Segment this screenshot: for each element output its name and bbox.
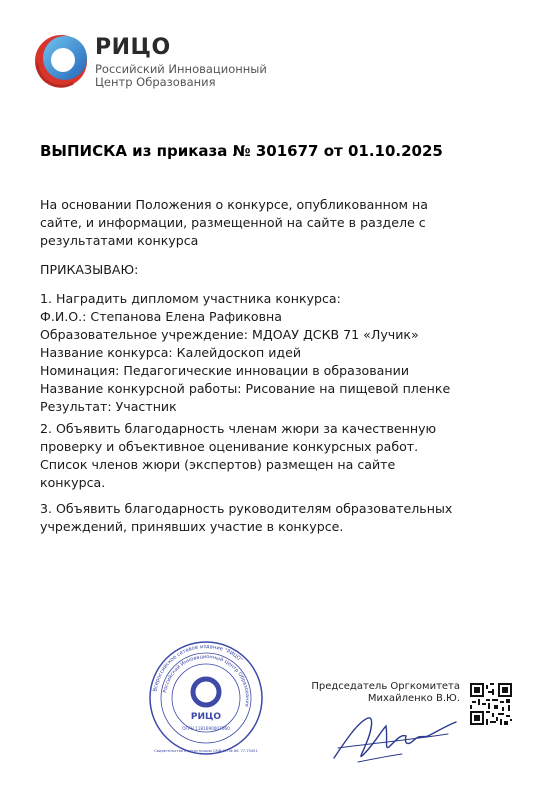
stamp-ring-outer-text: Всероссийское сетевое издание "РИЦО" [152, 643, 244, 693]
order-word: ПРИКАЗЫВАЮ: [40, 262, 139, 277]
signer-name: Михайленко В.Ю. [367, 693, 460, 704]
organization-logo [33, 33, 273, 93]
item1-fio: Ф.И.О.: Степанова Елена Рафиковна [40, 309, 282, 324]
logo-subtitle-line-2: Центр Образования [95, 75, 216, 89]
item1-heading: 1. Наградить дипломом участника конкурса: [40, 291, 341, 306]
stamp-center-text: РИЦО [190, 712, 222, 722]
stamp-ogrn-text: ОГРН 1181690007060 [182, 726, 230, 731]
item1-result: Результат: Участник [40, 399, 177, 414]
rico-logo-icon [33, 33, 89, 89]
logo-title: РИЦО [95, 35, 171, 60]
signer-role: Председатель Оргкомитета [311, 681, 460, 692]
intro-paragraph: На основании Положения о конкурсе, опубликованном на сайте, и информации, размещенной на сайте в разделе с результатами конкурса [40, 197, 428, 248]
qr-code-icon [470, 683, 512, 725]
item1-institution: Образовательное учреждение: МДОАУ ДСКВ 71 «Лучик» [40, 327, 419, 342]
order-item-1 [40, 290, 510, 416]
item1-nomination: Номинация: Педагогические инновации в образовании [40, 363, 410, 378]
logo-subtitle-line-1: Российский Инновационный [95, 62, 267, 76]
item1-contest: Название конкурса: Калейдоскоп идей [40, 345, 302, 360]
logo-subtitle [95, 63, 267, 89]
item1-work: Название конкурсной работы: Рисование на пищевой пленке [40, 381, 451, 396]
document-title: ВЫПИСКА из приказа № 301677 от 01.10.2025 [40, 142, 443, 160]
stamp-reg-text: Свидетельство о регистрации СМИ ЭЛ № ФС 77-75451 [154, 749, 258, 753]
official-stamp [148, 640, 264, 756]
order-item-2: 2. Объявить благодарность членам жюри за качественную проверку и объективное оценивание конкурсных работ. Список членов жюри (экспертов) размещен на сайте конкурса. [40, 421, 437, 490]
handwritten-signature [328, 700, 463, 770]
order-item-3: 3. Объявить благодарность руководителям образовательных учреждений, принявших участие в конкурсе. [40, 501, 453, 534]
stamp-ring-inner-text: Российский Инновационный Центр Образования [162, 653, 251, 708]
